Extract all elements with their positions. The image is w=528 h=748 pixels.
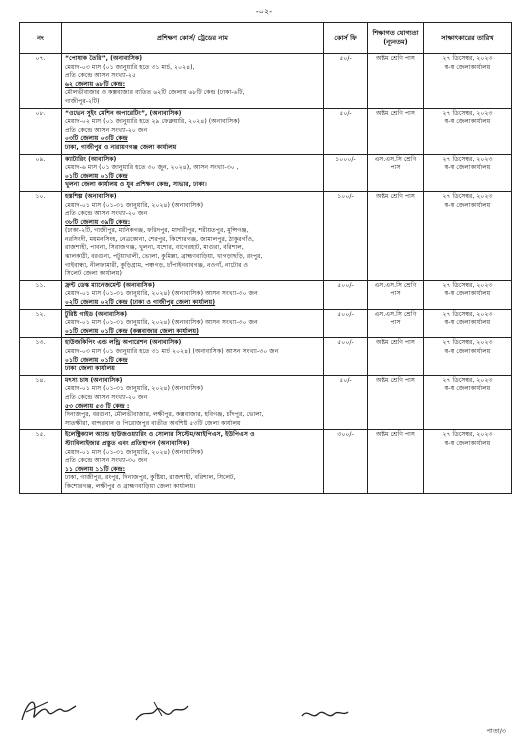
fee-cell: ৩০০/- (324, 430, 368, 493)
interview-date-cell (424, 430, 512, 493)
course-detail-line: “পোষাক তৈরি”, (অনাবাসিক) (65, 55, 143, 62)
table-body (20, 54, 512, 494)
interview-date: ২৭ ডিসেম্বর, ২০২৩ (442, 281, 493, 289)
header-course-name: প্রশিক্ষণ কোর্স/ ট্রেডের নাম (62, 23, 324, 54)
course-detail-line: (ঢাকা-২টি, গাজীপুর, মানিকগঞ্জ, ফরিদপুর, মাদারীপুর, শরীয়তপুর, মুন্সিগঞ্জ, (65, 227, 249, 235)
education-cell: অষ্টম শ্রেণি পাস (368, 108, 424, 154)
interview-venue: স্ব-স্ব জেলাকার্যালয় (444, 118, 491, 126)
course-detail-line: মৎস্য চাষ (অনাবাসিক) (65, 376, 123, 384)
serial-cell: ১১. (20, 280, 62, 309)
course-detail-line: ১১ জেলায় ১১টি কেন্দ্র: (65, 465, 126, 473)
course-detail-line: মেয়াদ-০৩ মাস (০১ জানুয়ারি হতে ৩১ মার্চ, ২০২৪), (65, 63, 195, 71)
interview-date-cell (424, 280, 512, 309)
interview-date: ২৭ ডিসেম্বর, ২০২৩ (442, 192, 493, 200)
fee-cell: ৫০০/- (324, 280, 368, 309)
course-detail-line: স্ট্যাবিলাইজার প্রস্তুত এবং প্রতিস্থাপন (অনাবাসিক) (65, 439, 190, 447)
course-detail-line: ৬২ জেলায় ৬৮টি কেন্দ্র: (65, 80, 126, 88)
training-course-table (19, 22, 512, 494)
table-row (20, 309, 512, 338)
interview-venue: স্ব-স্ব জেলাকার্যালয় (444, 385, 491, 393)
course-detail-line: মেয়াদ-০৩ মাস (০১ জানুয়ারি হতে ৩১ মার্চ ২০২৪) (অনাবাসিক) আসন সংখ্যা-৩০ জন (65, 348, 279, 355)
table-row (20, 154, 512, 191)
serial-cell: ১৩. (20, 338, 62, 375)
fee-cell: ৫০০/- (324, 309, 368, 338)
course-detail-line: ০১টি জেলায় ০১টি কেন্দ্র (কক্সবাজার জেলা কার্যালয়) (65, 327, 199, 335)
course-detail-line: মেয়াদ-০২ মাস (০১ জানুয়ারি হতে ২৯ ফেব্রুয়ারি, ২০২৪) (অনাবাসিক) (65, 118, 240, 126)
fee-cell: ৫০/- (324, 108, 368, 154)
course-detail-line: মেয়াদ-০১ মাস (০১-৩১ জানুয়ারি, ২০২৪) (অনাবাসিক) আসন সংখ্যা-৩০ জন (65, 290, 258, 298)
serial-cell: ০৭. (20, 54, 62, 109)
interview-date: ২৭ ডিসেম্বর, ২০২৩ (442, 55, 493, 62)
table-row (20, 430, 512, 493)
course-details-cell (62, 375, 324, 430)
course-detail-line: ঢাকা জেলা কার্যালয় (65, 365, 115, 373)
table-row (20, 375, 512, 430)
course-detail-line: ০২টি জেলায় ০২টি কেন্দ্র (ঢাকা ও গাজীপুর জেলা কার্যালয়) (65, 299, 216, 307)
interview-date: ২৭ ডিসেম্বর, ২০২৩ (442, 109, 493, 117)
course-detail-line: ঝালকাঠী, বরগুনা, পটুয়াখালী, ভোলা, কুমিল্লা, ব্রাহ্মণবাড়িয়া, খাগড়াছড়ি, রংপুর, (65, 253, 263, 261)
header-serial: নং (20, 23, 62, 54)
education-cell: অষ্টম শ্রেণি পাস (368, 430, 424, 493)
education-cell: এস.এস.সি শ্রেণি পাস (368, 154, 424, 191)
course-detail-line: গাইবান্ধা, নীলফামারী, কুড়িগ্রাম, পঞ্চগড়, চাঁপাইনবাবগঞ্জ, নওগাঁ, নাটোর ও (65, 261, 249, 269)
education-cell: এস.এস.সি শ্রেণি পাস (368, 309, 424, 338)
course-detail-line: “ওভেন সুইং মেশিন অপারেটিং”, (অনাবাসিক) (65, 109, 182, 117)
course-details-cell (62, 430, 324, 493)
course-detail-line: মৌলভীবাজার ও কক্সবাজার ব্যতিত ৬২টি জেলায় ৬৮টি কেন্দ্র (ঢাকা-৬টি, (65, 89, 245, 97)
signature-1 (18, 692, 78, 726)
course-detail-line: সাতক্ষীরা, বান্দরবান ও পিরোজপুর ব্যতীত অবশিষ্ট ৫৩টি জেলা কার্যালয় (65, 419, 241, 427)
course-detail-line: মেয়াদ-০১ মাস (০১-৩১ জানুয়ারি, ২০২৪) (অনাবাসিক) (65, 448, 203, 456)
fee-cell: ৫০০/- (324, 338, 368, 375)
course-detail-line: মেয়াদ-০১ মাস (০১-৩১ জানুয়ারি, ২০২৪) (অনাবাসিক) (65, 201, 203, 209)
table-row (20, 54, 512, 109)
fee-cell: ৫০/- (324, 54, 368, 109)
course-detail-line: টুরিষ্ট গাইড (অনাবাসিক) (65, 310, 128, 318)
course-details-cell (62, 338, 324, 375)
course-detail-line: ঢাকা, গাজীপুর, রংপুর, দিনাজপুর, কুষ্টিয়া, রাজশাহী, বরিশাল, সিলেট, (65, 474, 236, 482)
education-cell: অষ্টম শ্রেণি পাস (368, 375, 424, 430)
interview-venue: স্ব-স্ব জেলাকার্যালয় (444, 319, 491, 327)
course-detail-line: প্রতি কেন্দ্রে আসন সংখ্যা-২৫ (65, 72, 136, 80)
header-education: শিক্ষাগত যোগ্যতা (ন্যূনতম) (368, 23, 424, 54)
serial-cell: ১২. (20, 309, 62, 338)
course-detail-line: গাজীপুর-২টি) (65, 97, 100, 105)
course-detail-line: খুলনা জেলা কার্যালয় ও যুব প্রশিক্ষণ কেন্দ্র, সাভার, ঢাকা। (65, 181, 207, 189)
serial-cell: ১৫. (20, 430, 62, 493)
interview-date-cell (424, 154, 512, 191)
header-course-fee: কোর্স ফি (324, 23, 368, 54)
table-row (20, 338, 512, 375)
interview-venue: স্ব-স্ব জেলাকার্যালয় (444, 63, 491, 71)
course-detail-line: ফ্রন্ট ডেস্ক ম্যানেজমেন্ট (অনাবাসিক) (65, 281, 155, 289)
serial-cell: ০৮. (20, 108, 62, 154)
education-cell: অষ্টম শ্রেণি পাস (368, 191, 424, 280)
course-detail-line: ০৩টি জেলায় ০৩টি কেন্দ্র (65, 135, 128, 143)
course-detail-line: মেয়াদ-০১ মাস (০১-৩১ জানুয়ারি, ২০২৪) (অনাবাসিক) আসন সংখ্যা-৩০ জন (65, 319, 258, 327)
education-cell: অষ্টম শ্রেণি পাস (368, 338, 424, 375)
interview-date-cell (424, 309, 512, 338)
table-row (20, 191, 512, 280)
interview-date-cell (424, 191, 512, 280)
course-detail-line: হস্তশিল্প (অনাবাসিক) (65, 192, 117, 200)
interview-date-cell (424, 108, 512, 154)
page-number: -০২- (255, 7, 273, 16)
course-detail-line: দিনাজপুর, বরগুনা, মৌলভীবাজার, লক্ষীপুর, কক্সবাজার, হবিগঞ্জ, চাঁদপুর, ভোলা, (65, 411, 264, 419)
page-footer: পাতা/৩ (486, 727, 506, 735)
course-detail-line: হাউজকিপিং এন্ড লন্ড্রি অপারেশন (অনাবাসিক) (65, 339, 182, 347)
course-detail-line: প্রতি কেন্দ্রে আসন সংখ্যা-৩০ জন (65, 457, 148, 465)
interview-venue: স্ব-স্ব জেলাকার্যালয় (444, 290, 491, 298)
course-detail-line: প্রতি কেন্দ্রে আসন সংখ্যা-২০ জন (65, 393, 148, 401)
fee-cell: ৫০/- (324, 375, 368, 430)
course-details-cell (62, 191, 324, 280)
course-details-cell (62, 108, 324, 154)
signature-3 (298, 702, 350, 726)
course-details-cell (62, 280, 324, 309)
course-details-cell (62, 54, 324, 109)
interview-date: ২৭ ডিসেম্বর, ২০২৩ (442, 431, 493, 439)
course-detail-line: ৩৮টি জেলায় ৩৯টি কেন্দ্র: (65, 218, 131, 226)
course-detail-line: প্রতি কেন্দ্রে আসন সংখ্যা-২০ জন (65, 210, 148, 218)
serial-cell: ১০. (20, 191, 62, 280)
course-detail-line: মেয়াদ-৬ মাস (০১ জানুয়ারি হতে ৩০ জুন, ২০২৪), আসন সংখ্যা-৩০ , (65, 164, 239, 172)
course-detail-line: ০১টি জেলায় ০১টি কেন্দ্র (65, 172, 128, 180)
course-detail-line: ০১টি জেলায় ০১টি কেন্দ্র (65, 356, 128, 364)
course-detail-line: সিলেট জেলা কার্যালয়) (65, 270, 122, 278)
course-detail-line: ৫৩ জেলায় ৫৩ টি কেন্দ্র : (65, 402, 130, 410)
header-interview-date: সাক্ষাৎকারের তারিখ (424, 23, 512, 54)
fee-cell: ১০০০/- (324, 154, 368, 191)
education-cell: অষ্টম শ্রেণি পাস (368, 54, 424, 109)
interview-venue: স্ব-স্ব জেলাকার্যালয় (444, 348, 491, 355)
course-detail-line: কিশোরগঞ্জ, লক্ষীপুর ও ব্রাহ্মণবাড়িয়া জেলা কার্যালয়। (65, 482, 196, 490)
interview-date: ২৭ ডিসেম্বর, ২০২৩ (442, 310, 493, 318)
table-row (20, 280, 512, 309)
interview-date: ২৭ ডিসেম্বর, ২০২৩ (442, 376, 493, 384)
education-cell: এস.এস.সি শ্রেণি পাস (368, 280, 424, 309)
signature-2 (132, 694, 192, 728)
interview-date-cell (424, 338, 512, 375)
interview-venue: স্ব-স্ব জেলাকার্যালয় (444, 164, 491, 172)
course-detail-line: রাজশাহী, পাবনা, সিরাজগঞ্জ, খুলনা, যশোর, বাগেরহাট, মাগুরা, বরিশাল, (65, 244, 244, 252)
interview-venue: স্ব-স্ব জেলাকার্যালয় (444, 439, 491, 447)
course-detail-line: ক্যাটারিং (আবাসিক) (65, 155, 117, 163)
fee-cell: ১০০/- (324, 191, 368, 280)
course-detail-line: প্রতি কেন্দ্রে আসন সংখ্যা-২০ জন (65, 126, 148, 134)
serial-cell: ১৪. (20, 375, 62, 430)
interview-venue: স্ব-স্ব জেলাকার্যালয় (444, 201, 491, 209)
interview-date: ২৭ ডিসেম্বর, ২০২৩ (442, 155, 493, 163)
course-detail-line: মেয়াদ-০১ মাস (০১-৩১ জানুয়ারি, ২০২৪) (অনাবাসিক) (65, 385, 203, 393)
course-details-cell (62, 309, 324, 338)
interview-date-cell (424, 54, 512, 109)
course-details-cell (62, 154, 324, 191)
course-detail-line: নরসিংদী, ময়মনসিংহ, নেত্রকোনা, শেরপুর, কিশোরগঞ্জ, জামালপুর, ঠাকুরগাঁও, (65, 235, 255, 243)
course-detail-line: ইলেক্ট্রিক্যাল অ্যান্ড হাউজওয়্যারিং ও সোলার সিস্টেম/আইপিএস, ইউপিএস ও (65, 431, 255, 439)
interview-date-cell (424, 375, 512, 430)
table-row (20, 108, 512, 154)
course-detail-line: ঢাকা, গাজীপুর ও নারায়ণগঞ্জ জেলা কার্যালয় (65, 143, 177, 151)
serial-cell: ০৯. (20, 154, 62, 191)
interview-date: ২৭ ডিসেম্বর, ২০২৩ (442, 339, 493, 347)
table-header-row (20, 23, 512, 54)
